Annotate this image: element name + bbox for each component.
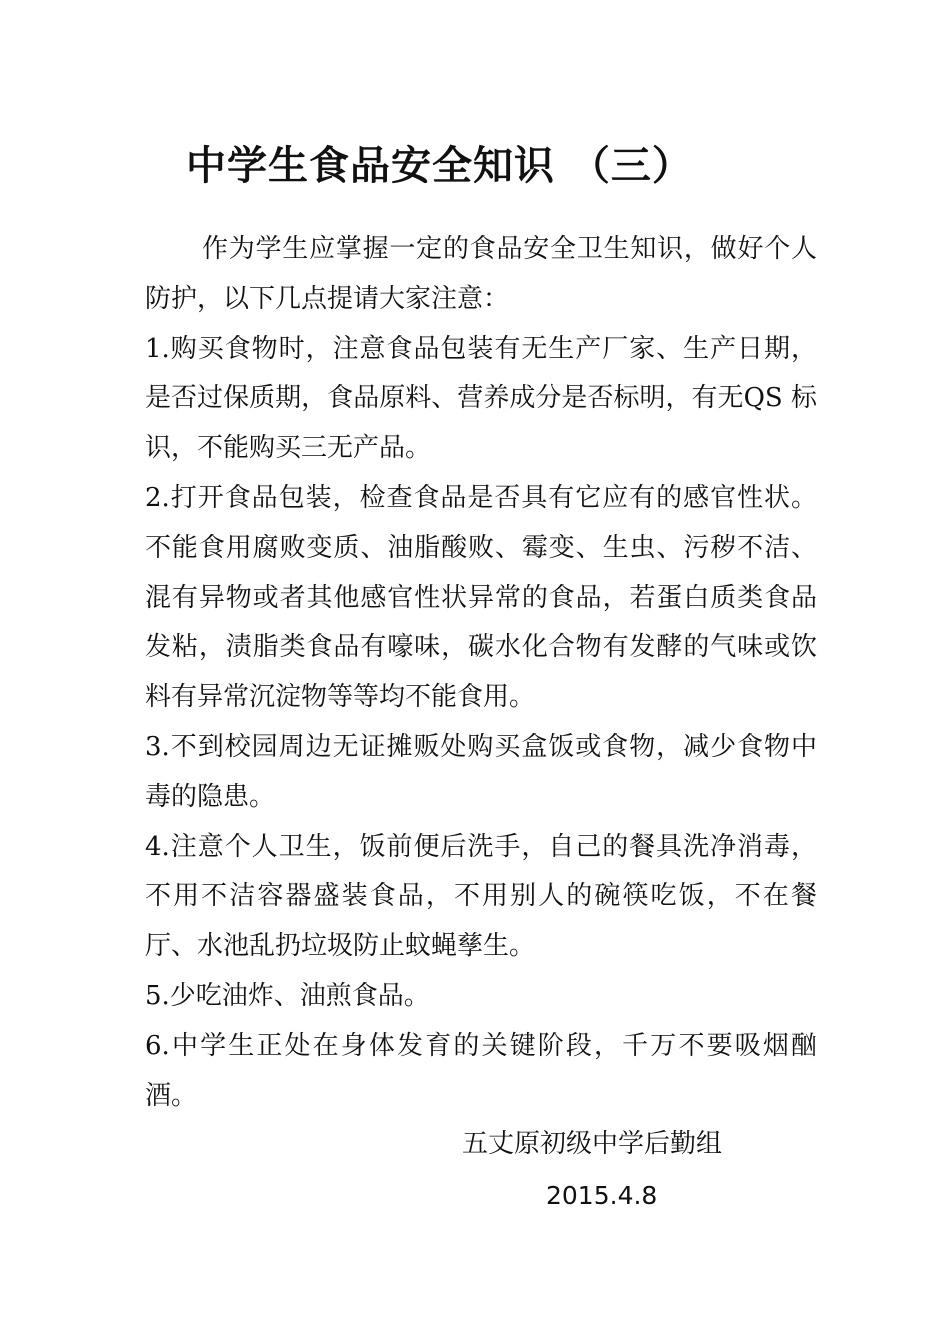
document-body [145, 225, 817, 1121]
signature-date: 2015.4.8 [546, 1181, 658, 1210]
list-item: 1.购买食物时，注意食品包装有无生产厂家、生产日期，是否过保质期，食品原料、营养成分是否标明，有无QS 标识，不能购买三无产品。 [145, 333, 817, 464]
document-title: 中学生食品安全知识 （三） [186, 143, 693, 189]
list-item: 5.少吃油炸、油煎食品。 [145, 980, 430, 1011]
list-item: 3.不到校园周边无证摊贩处购买盒饭或食物，减少食物中毒的隐患。 [145, 731, 817, 812]
list-item: 2.打开食品包装，检查食品是否具有它应有的感官性状。不能食用腐败变质、油脂酸败、霉变、生虫、污秽不洁、混有异物或者其他感官性状异常的食品，若蛋白质类食品发粘，渍脂类食品有嚎味，碳水化合物有发酵的气味或饮料有异常沉淀物等等均不能食用。 [145, 482, 817, 713]
intro-paragraph: 作为学生应掌握一定的食品安全卫生知识，做好个人防护，以下几点提请大家注意： [145, 234, 817, 314]
signature-organization: 五丈原初级中学后勤组 [462, 1129, 723, 1159]
list-item: 4.注意个人卫生，饭前便后洗手，自己的餐具洗净消毒，不用不洁容器盛装食品，不用别人的碗筷吃饭，不在餐厅、水池乱扔垃圾防止蚊蝇孳生。 [145, 831, 817, 962]
list-item: 6.中学生正处在身体发育的关键阶段，千万不要吸烟酗酒。 [145, 1030, 817, 1111]
